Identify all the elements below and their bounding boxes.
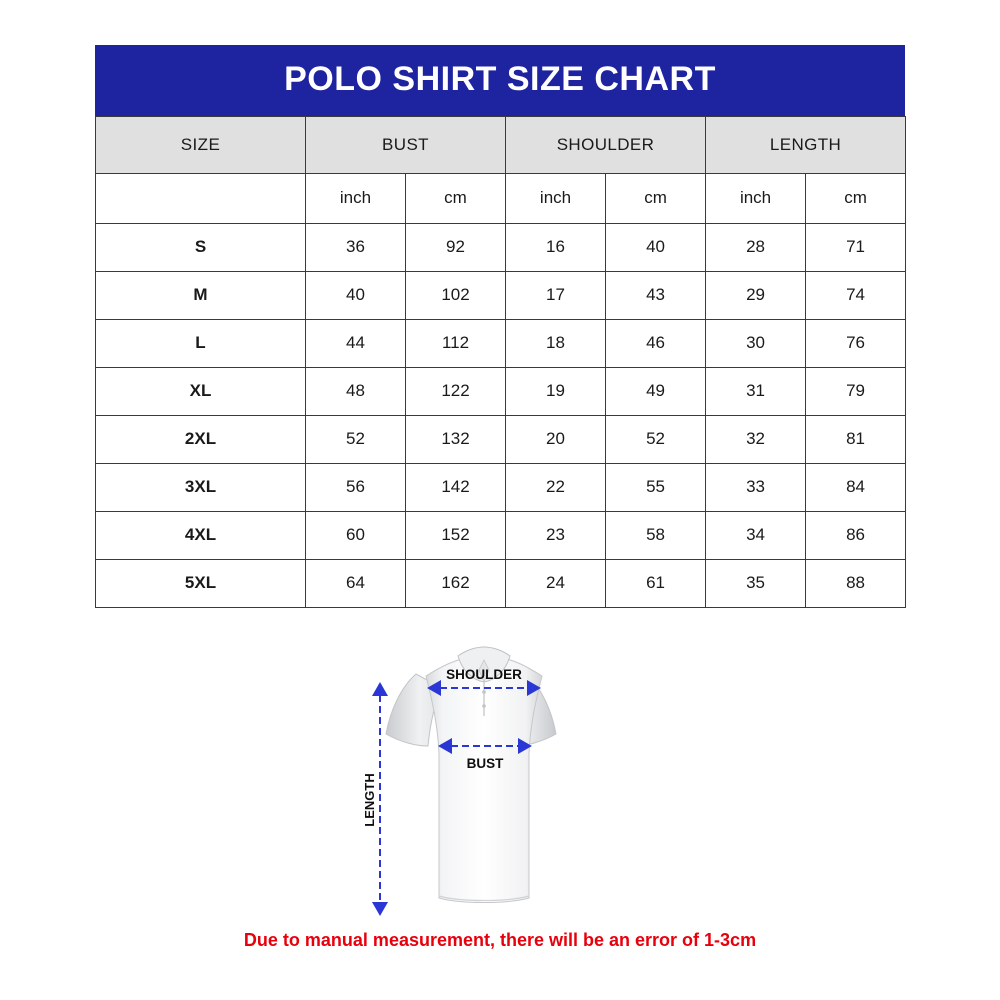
table-row: [96, 223, 906, 271]
cell-length-cm: 81: [806, 415, 906, 463]
shoulder-label: SHOULDER: [446, 667, 522, 682]
cell-length-cm: 71: [806, 223, 906, 271]
cell-bust-inch: 56: [306, 463, 406, 511]
cell-bust-cm: 162: [406, 559, 506, 607]
cell-length-cm: 76: [806, 319, 906, 367]
cell-bust-cm: 152: [406, 511, 506, 559]
unit-cell-shoulder-inch: inch: [506, 173, 606, 223]
table-row: [96, 367, 906, 415]
cell-shoulder-cm: 49: [606, 367, 706, 415]
cell-bust-cm: 142: [406, 463, 506, 511]
cell-shoulder-inch: 24: [506, 559, 606, 607]
cell-bust-inch: 52: [306, 415, 406, 463]
cell-length-cm: 79: [806, 367, 906, 415]
table-row: [96, 463, 906, 511]
column-header-size: SIZE: [96, 116, 306, 173]
cell-length-cm: 88: [806, 559, 906, 607]
measurement-diagram: [330, 630, 670, 920]
size-chart-block: [95, 45, 905, 608]
cell-length-cm: 86: [806, 511, 906, 559]
table-header-row: [96, 116, 906, 173]
cell-bust-inch: 60: [306, 511, 406, 559]
cell-shoulder-inch: 17: [506, 271, 606, 319]
cell-bust-cm: 132: [406, 415, 506, 463]
length-label: LENGTH: [362, 773, 377, 827]
page-title: POLO SHIRT SIZE CHART: [95, 45, 905, 116]
unit-cell-bust-inch: inch: [306, 173, 406, 223]
cell-shoulder-inch: 20: [506, 415, 606, 463]
cell-length-inch: 30: [706, 319, 806, 367]
cell-shoulder-inch: 18: [506, 319, 606, 367]
cell-size: M: [96, 271, 306, 319]
cell-size: 2XL: [96, 415, 306, 463]
cell-shoulder-cm: 46: [606, 319, 706, 367]
cell-length-inch: 32: [706, 415, 806, 463]
table-unit-row: [96, 173, 906, 223]
table-row: [96, 271, 906, 319]
cell-bust-inch: 44: [306, 319, 406, 367]
cell-size: XL: [96, 367, 306, 415]
cell-length-inch: 34: [706, 511, 806, 559]
cell-size: 3XL: [96, 463, 306, 511]
cell-shoulder-inch: 19: [506, 367, 606, 415]
cell-length-inch: 31: [706, 367, 806, 415]
cell-length-cm: 74: [806, 271, 906, 319]
cell-shoulder-inch: 22: [506, 463, 606, 511]
cell-shoulder-inch: 23: [506, 511, 606, 559]
table-row: [96, 319, 906, 367]
cell-shoulder-inch: 16: [506, 223, 606, 271]
cell-bust-inch: 48: [306, 367, 406, 415]
cell-shoulder-cm: 61: [606, 559, 706, 607]
unit-cell-length-inch: inch: [706, 173, 806, 223]
table-row: [96, 559, 906, 607]
cell-size: 5XL: [96, 559, 306, 607]
cell-length-cm: 84: [806, 463, 906, 511]
table-row: [96, 415, 906, 463]
size-table: [95, 116, 906, 608]
polo-shirt-illustration: [386, 647, 556, 903]
cell-bust-inch: 64: [306, 559, 406, 607]
cell-size: S: [96, 223, 306, 271]
cell-shoulder-cm: 52: [606, 415, 706, 463]
cell-bust-cm: 92: [406, 223, 506, 271]
cell-bust-cm: 122: [406, 367, 506, 415]
bust-label: BUST: [466, 756, 504, 771]
cell-bust-cm: 102: [406, 271, 506, 319]
cell-length-inch: 33: [706, 463, 806, 511]
cell-length-inch: 35: [706, 559, 806, 607]
measurement-note: Due to manual measurement, there will be an error of 1-3cm: [243, 930, 757, 950]
unit-cell-length-cm: cm: [806, 173, 906, 223]
cell-shoulder-cm: 40: [606, 223, 706, 271]
cell-size: 4XL: [96, 511, 306, 559]
unit-cell-shoulder-cm: cm: [606, 173, 706, 223]
cell-bust-inch: 40: [306, 271, 406, 319]
cell-shoulder-cm: 58: [606, 511, 706, 559]
cell-bust-cm: 112: [406, 319, 506, 367]
column-header-length: LENGTH: [706, 116, 906, 173]
cell-length-inch: 28: [706, 223, 806, 271]
cell-shoulder-cm: 55: [606, 463, 706, 511]
table-row: [96, 511, 906, 559]
cell-length-inch: 29: [706, 271, 806, 319]
cell-size: L: [96, 319, 306, 367]
column-header-shoulder: SHOULDER: [506, 116, 706, 173]
cell-shoulder-cm: 43: [606, 271, 706, 319]
unit-cell-blank: [96, 173, 306, 223]
column-header-bust: BUST: [306, 116, 506, 173]
cell-bust-inch: 36: [306, 223, 406, 271]
unit-cell-bust-cm: cm: [406, 173, 506, 223]
